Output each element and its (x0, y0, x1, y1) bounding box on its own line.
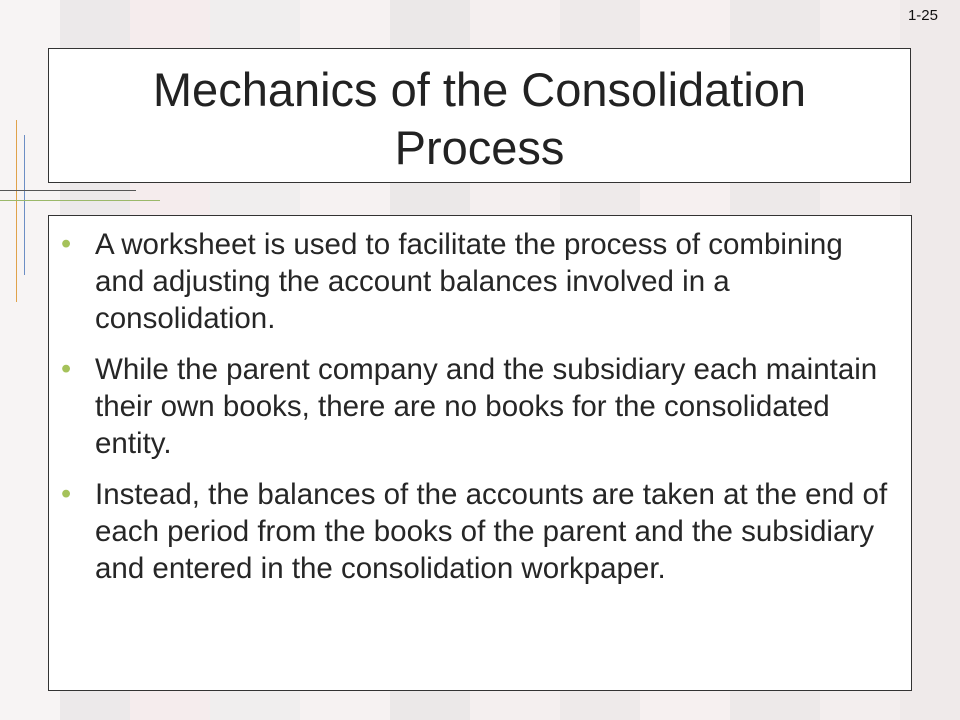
decorative-line-vertical-blue (24, 135, 25, 275)
bullet-item (61, 226, 891, 337)
bullet-text: While the parent company and the subsidiary each maintain their own books, there are no books for the consolidated entity. (95, 353, 878, 460)
decorative-line-horizontal-dark (0, 190, 136, 191)
decorative-line-vertical-orange (16, 120, 17, 302)
bullet-dot-icon: • (61, 353, 72, 385)
bullet-dot-icon: • (61, 478, 72, 510)
bullet-item (61, 476, 891, 587)
bullet-list (49, 216, 911, 587)
bullet-text: A worksheet is used to facilitate the process of combining and adjusting the account balances involved in a consolidation. (95, 228, 843, 335)
slide-title: Mechanics of the Consolidation Process (152, 62, 807, 174)
bullet-dot-icon: • (61, 228, 72, 260)
page-number: 1-25 (907, 7, 938, 24)
bullet-item (61, 351, 891, 462)
title-box (48, 48, 911, 183)
bullet-text: Instead, the balances of the accounts are taken at the end of each period from the books of the parent and the subsidiary and entered in the consolidation workpaper. (95, 478, 888, 585)
content-box (48, 215, 912, 691)
decorative-line-horizontal-green (0, 200, 160, 201)
